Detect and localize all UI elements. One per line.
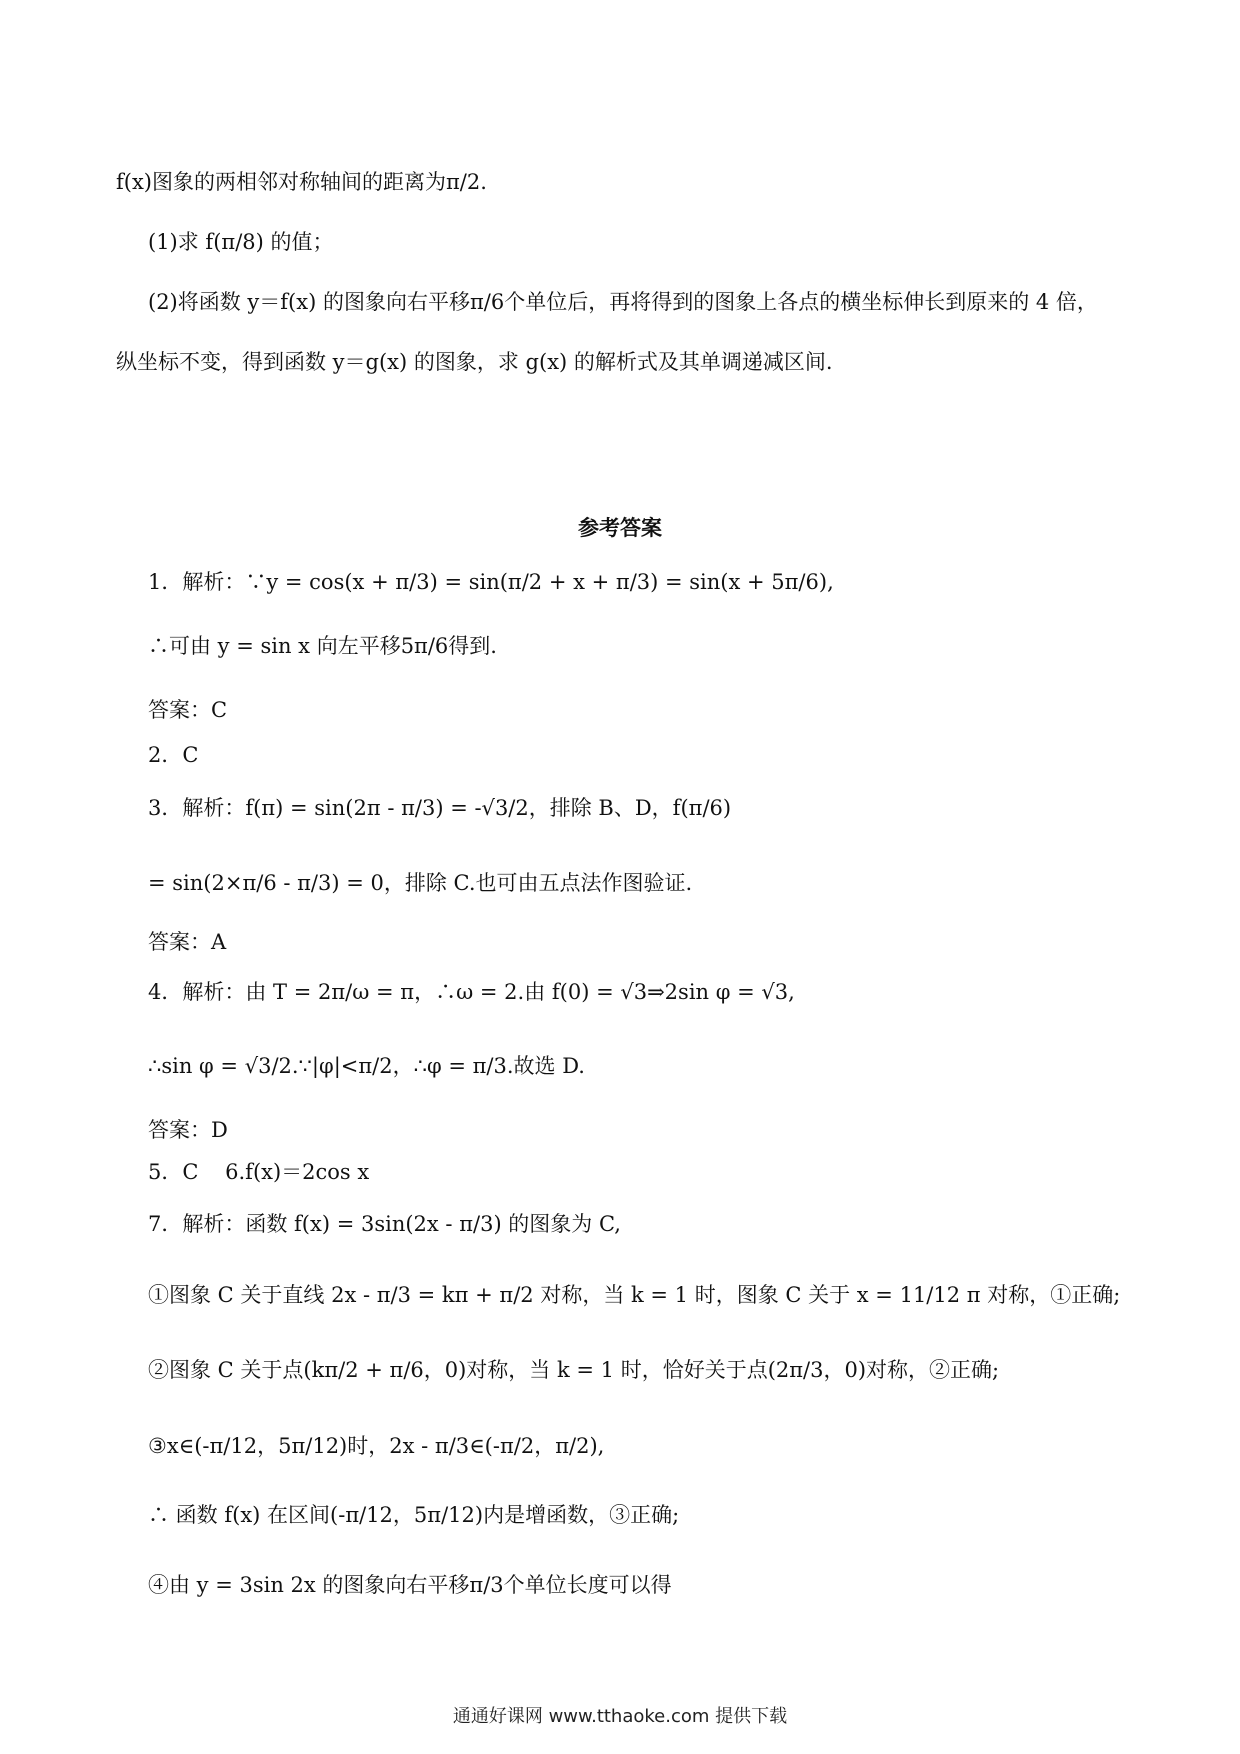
answer-line: ∴ 函数 f(x) 在区间(-π/12，5π/12)内是增函数，③正确; [148,1503,680,1527]
answer-line: 1．解析：∵y = cos(x + π/3) = sin(π/2 + x + π/3) = sin(x + 5π/6), [148,570,834,594]
answers-title: 参考答案 [578,516,662,540]
footer-watermark-text: 通通好课网 www.tthaoke.com 提供下载 [452,1706,788,1727]
answer-line: ④由 y = 3sin 2x 的图象向右平移π/3个单位长度可以得 [148,1573,672,1597]
answer-line: 答案：D [148,1118,228,1142]
answer-line: 5．C 6.f(x)＝2cos x [148,1160,370,1184]
answer-line: 7．解析：函数 f(x) = 3sin(2x - π/3) 的图象为 C, [148,1212,621,1236]
problem-part-1: (1)求 f(π/8) 的值； [148,230,334,254]
answer-line: ∴可由 y = sin x 向左平移5π/6得到. [148,634,497,658]
answer-line: ②图象 C 关于点(kπ/2 + π/6，0)对称，当 k = 1 时，恰好关于点(2π/3，0)对称，②正确; [148,1358,1000,1382]
answer-line: 3．解析：f(π) = sin(2π - π/3) = -√3/2，排除 B、D，f(π/6) [148,796,732,820]
problem-part-2-line-1: (2)将函数 y＝f(x) 的图象向右平移π/6个单位后，再将得到的图象上各点的横坐标伸长到原来的 4 倍， [148,290,1098,314]
problem-intro-line: f(x)图象的两相邻对称轴间的距离为π/2. [116,170,487,194]
answer-line: ①图象 C 关于直线 2x - π/3 = kπ + π/2 对称，当 k = 1 时，图象 C 关于 x = 11/12 π 对称，①正确; [148,1283,1121,1307]
answer-line: 答案：C [148,698,228,722]
answer-line: ∴sin φ = √3/2.∵|φ|<π/2，∴φ = π/3.故选 D. [148,1054,585,1078]
answer-line: 4．解析：由 T = 2π/ω = π，∴ω = 2.由 f(0) = √3⇒2sin φ = √3, [148,980,795,1004]
answer-line: 2．C [148,743,199,767]
answer-line: ③x∈(-π/12，5π/12)时，2x - π/3∈(-π/2，π/2), [148,1434,605,1458]
answer-line: 答案：A [148,930,227,954]
problem-part-2-line-2: 纵坐标不变，得到函数 y＝g(x) 的图象，求 g(x) 的解析式及其单调递减区间. [116,350,833,374]
answer-line: = sin(2×π/6 - π/3) = 0，排除 C.也可由五点法作图验证. [148,871,693,895]
